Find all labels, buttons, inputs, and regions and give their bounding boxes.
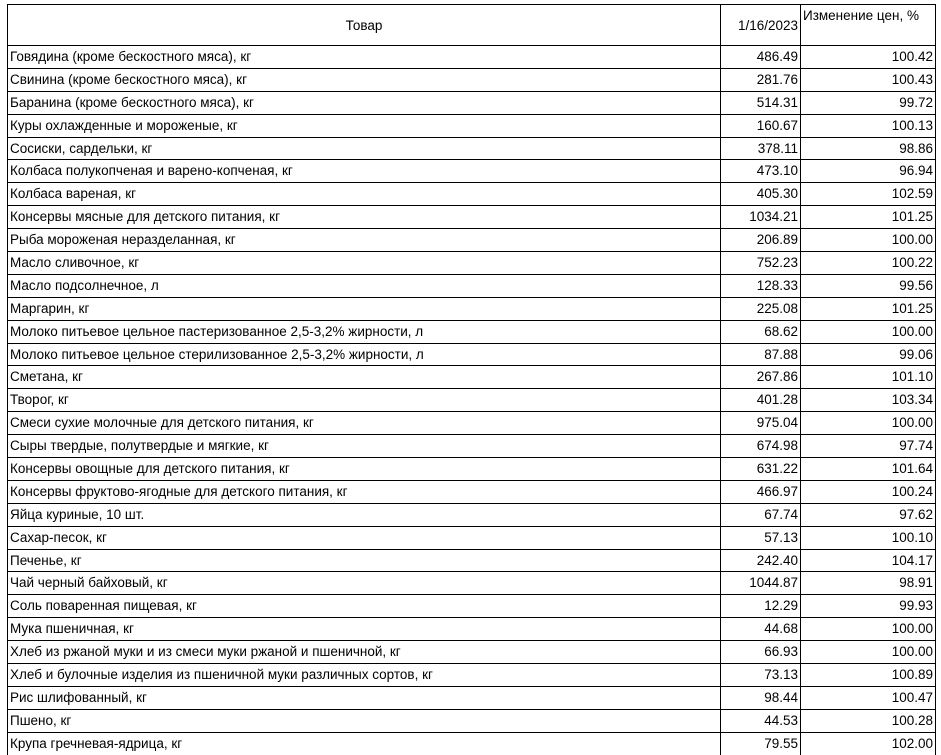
product-name-cell: Маргарин, кг — [8, 297, 721, 320]
price-change-cell: 100.28 — [801, 709, 936, 732]
product-name-cell: Консервы мясные для детского питания, кг — [8, 206, 721, 229]
product-name-cell: Консервы фруктово-ягодные для детского питания, кг — [8, 480, 721, 503]
product-name-cell: Консервы овощные для детского питания, кг — [8, 458, 721, 481]
price-cell: 242.40 — [721, 549, 801, 572]
price-change-cell: 99.06 — [801, 343, 936, 366]
table-row — [8, 480, 936, 503]
price-change-cell: 96.94 — [801, 160, 936, 183]
header-price-change: Изменение цен, % — [801, 5, 936, 46]
table-header-row — [8, 5, 936, 46]
price-cell: 267.86 — [721, 366, 801, 389]
price-change-cell: 97.62 — [801, 503, 936, 526]
table-row — [8, 572, 936, 595]
price-change-cell: 99.72 — [801, 91, 936, 114]
product-name-cell: Куры охлажденные и мороженые, кг — [8, 114, 721, 137]
price-cell: 378.11 — [721, 137, 801, 160]
price-cell: 160.67 — [721, 114, 801, 137]
product-name-cell: Сметана, кг — [8, 366, 721, 389]
price-cell: 405.30 — [721, 183, 801, 206]
price-change-cell: 100.47 — [801, 686, 936, 709]
product-name-cell: Сыры твердые, полутвердые и мягкие, кг — [8, 435, 721, 458]
table-row — [8, 732, 936, 755]
price-table — [7, 4, 936, 755]
price-change-cell: 102.59 — [801, 183, 936, 206]
table-row — [8, 343, 936, 366]
table-row — [8, 526, 936, 549]
table-row — [8, 114, 936, 137]
table-row — [8, 458, 936, 481]
price-cell: 225.08 — [721, 297, 801, 320]
product-name-cell: Рис шлифованный, кг — [8, 686, 721, 709]
price-change-cell: 100.89 — [801, 664, 936, 687]
price-cell: 674.98 — [721, 435, 801, 458]
product-name-cell: Масло подсолнечное, л — [8, 274, 721, 297]
price-cell: 975.04 — [721, 412, 801, 435]
product-name-cell: Пшено, кг — [8, 709, 721, 732]
price-change-cell: 100.42 — [801, 46, 936, 69]
table-body — [8, 46, 936, 755]
price-change-cell: 102.00 — [801, 732, 936, 755]
price-cell: 79.55 — [721, 732, 801, 755]
price-cell: 281.76 — [721, 68, 801, 91]
price-cell: 128.33 — [721, 274, 801, 297]
table-row — [8, 91, 936, 114]
price-change-cell: 100.24 — [801, 480, 936, 503]
table-row — [8, 709, 936, 732]
price-cell: 44.53 — [721, 709, 801, 732]
price-change-cell: 101.64 — [801, 458, 936, 481]
price-change-cell: 98.91 — [801, 572, 936, 595]
product-name-cell: Говядина (кроме бескостного мяса), кг — [8, 46, 721, 69]
price-change-cell: 100.10 — [801, 526, 936, 549]
product-name-cell: Молоко питьевое цельное стерилизованное 2,5-3,2% жирности, л — [8, 343, 721, 366]
table-row — [8, 160, 936, 183]
price-change-cell: 98.86 — [801, 137, 936, 160]
price-cell: 57.13 — [721, 526, 801, 549]
product-name-cell: Крупа гречневая-ядрица, кг — [8, 732, 721, 755]
price-cell: 473.10 — [721, 160, 801, 183]
product-name-cell: Хлеб и булочные изделия из пшеничной муки различных сортов, кг — [8, 664, 721, 687]
table-row — [8, 206, 936, 229]
header-product: Товар — [8, 5, 721, 46]
price-cell: 466.97 — [721, 480, 801, 503]
price-change-cell: 101.10 — [801, 366, 936, 389]
header-date: 1/16/2023 — [721, 5, 801, 46]
product-name-cell: Молоко питьевое цельное пастеризованное 2,5-3,2% жирности, л — [8, 320, 721, 343]
product-name-cell: Творог, кг — [8, 389, 721, 412]
table-row — [8, 137, 936, 160]
product-name-cell: Рыба мороженая неразделанная, кг — [8, 229, 721, 252]
price-cell: 752.23 — [721, 252, 801, 275]
table-row — [8, 366, 936, 389]
product-name-cell: Колбаса полукопченая и варено-копченая, кг — [8, 160, 721, 183]
price-cell: 87.88 — [721, 343, 801, 366]
product-name-cell: Колбаса вареная, кг — [8, 183, 721, 206]
table-row — [8, 435, 936, 458]
price-table-container — [7, 4, 935, 755]
price-change-cell: 100.22 — [801, 252, 936, 275]
price-cell: 631.22 — [721, 458, 801, 481]
price-cell: 68.62 — [721, 320, 801, 343]
table-row — [8, 252, 936, 275]
price-cell: 206.89 — [721, 229, 801, 252]
price-change-cell: 100.00 — [801, 320, 936, 343]
product-name-cell: Сахар-песок, кг — [8, 526, 721, 549]
price-cell: 514.31 — [721, 91, 801, 114]
price-change-cell: 100.00 — [801, 229, 936, 252]
table-row — [8, 641, 936, 664]
table-row — [8, 664, 936, 687]
table-row — [8, 503, 936, 526]
table-row — [8, 297, 936, 320]
table-row — [8, 68, 936, 91]
product-name-cell: Смеси сухие молочные для детского питания, кг — [8, 412, 721, 435]
price-change-cell: 100.43 — [801, 68, 936, 91]
price-cell: 67.74 — [721, 503, 801, 526]
product-name-cell: Баранина (кроме бескостного мяса), кг — [8, 91, 721, 114]
table-row — [8, 412, 936, 435]
product-name-cell: Свинина (кроме бескостного мяса), кг — [8, 68, 721, 91]
table-row — [8, 274, 936, 297]
price-cell: 486.49 — [721, 46, 801, 69]
price-cell: 66.93 — [721, 641, 801, 664]
product-name-cell: Печенье, кг — [8, 549, 721, 572]
table-row — [8, 549, 936, 572]
price-change-cell: 99.56 — [801, 274, 936, 297]
table-row — [8, 686, 936, 709]
product-name-cell: Соль поваренная пищевая, кг — [8, 595, 721, 618]
price-cell: 401.28 — [721, 389, 801, 412]
price-change-cell: 101.25 — [801, 206, 936, 229]
table-row — [8, 389, 936, 412]
price-change-cell: 100.00 — [801, 412, 936, 435]
product-name-cell: Яйца куриные, 10 шт. — [8, 503, 721, 526]
product-name-cell: Сосиски, сардельки, кг — [8, 137, 721, 160]
price-cell: 12.29 — [721, 595, 801, 618]
price-change-cell: 104.17 — [801, 549, 936, 572]
product-name-cell: Хлеб из ржаной муки и из смеси муки ржаной и пшеничной, кг — [8, 641, 721, 664]
price-change-cell: 103.34 — [801, 389, 936, 412]
price-cell: 1034.21 — [721, 206, 801, 229]
table-row — [8, 618, 936, 641]
price-cell: 73.13 — [721, 664, 801, 687]
table-row — [8, 229, 936, 252]
table-row — [8, 183, 936, 206]
price-change-cell: 100.00 — [801, 641, 936, 664]
product-name-cell: Масло сливочное, кг — [8, 252, 721, 275]
table-row — [8, 46, 936, 69]
price-cell: 98.44 — [721, 686, 801, 709]
price-change-cell: 101.25 — [801, 297, 936, 320]
price-change-cell: 100.13 — [801, 114, 936, 137]
table-row — [8, 595, 936, 618]
price-change-cell: 100.00 — [801, 618, 936, 641]
product-name-cell: Мука пшеничная, кг — [8, 618, 721, 641]
price-change-cell: 97.74 — [801, 435, 936, 458]
price-cell: 44.68 — [721, 618, 801, 641]
product-name-cell: Чай черный байховый, кг — [8, 572, 721, 595]
price-cell: 1044.87 — [721, 572, 801, 595]
table-row — [8, 320, 936, 343]
price-change-cell: 99.93 — [801, 595, 936, 618]
